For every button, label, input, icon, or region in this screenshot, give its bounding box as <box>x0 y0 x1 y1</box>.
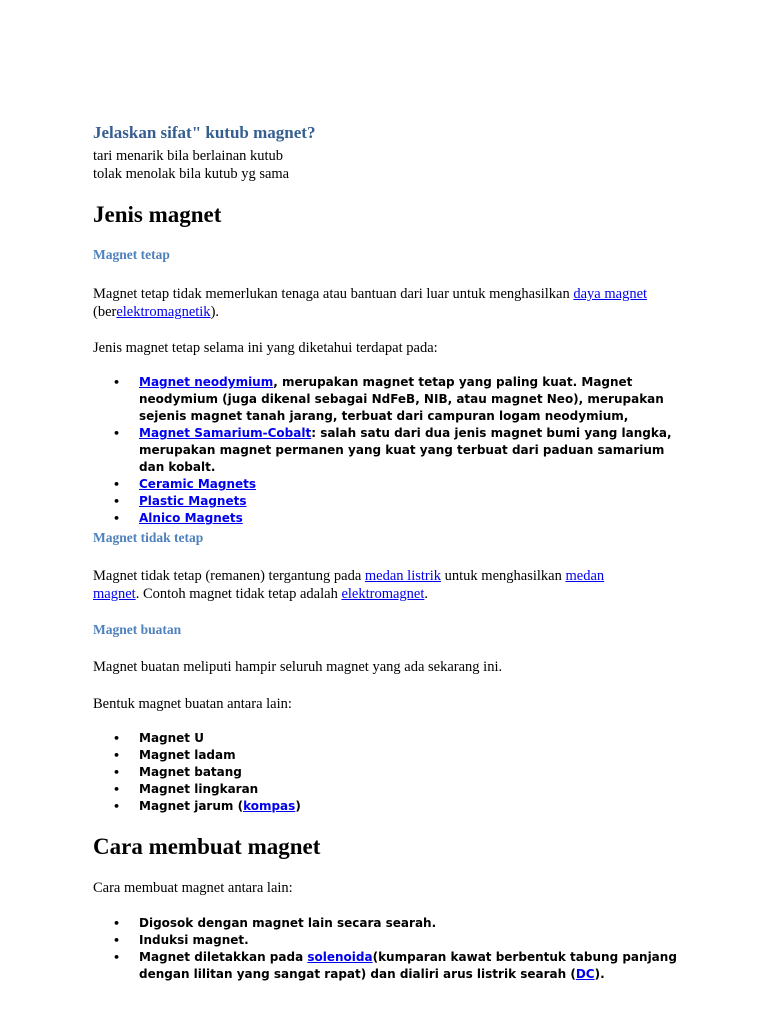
link-dc[interactable]: DC <box>575 967 595 981</box>
text: ). <box>210 304 220 320</box>
paragraph-magnet-tetap <box>93 285 653 321</box>
text: (ber <box>93 304 117 320</box>
heading-magnet-tidak-tetap: Magnet tidak tetap <box>93 530 204 545</box>
list-item <box>93 476 683 493</box>
text: : salah satu dari dua jenis magnet bumi yang langka, merupakan magnet permanen yang kuat yang terbuat dari paduan samarium dan kobalt. <box>139 426 672 474</box>
link-ceramic-magnets[interactable]: Ceramic Magnets <box>139 477 257 491</box>
text: . Contoh magnet tidak tetap adalah <box>135 586 342 602</box>
text: , merupakan magnet tetap yang paling kuat. Magnet neodymium (juga dikenal sebagai NdFeB, NIB, atau magnet Neo), merupakan sejenis magnet tanah jarang, terbuat dari campuran logam neodymium, <box>139 375 664 423</box>
link-plastic-magnets[interactable]: Plastic Magnets <box>139 494 247 508</box>
list-item: • Induksi magnet. <box>93 932 683 949</box>
list-cara-membuat <box>93 915 683 983</box>
text: . <box>424 586 429 602</box>
heading-jenis-magnet: Jenis magnet <box>93 202 222 227</box>
list-item <box>93 949 683 983</box>
paragraph-bentuk-magnet: Bentuk magnet buatan antara lain: <box>93 696 292 712</box>
text: Magnet tetap tidak memerlukan tenaga atau bantuan dari luar untuk menghasilkan <box>93 286 574 302</box>
list-item: • Digosok dengan magnet lain secara searah. <box>93 915 683 932</box>
link-elektromagnet[interactable]: elektromagnet <box>341 586 425 602</box>
link-medan-listrik[interactable]: medan listrik <box>364 568 442 584</box>
paragraph-magnet-tidak-tetap <box>93 567 653 603</box>
text: Magnet tidak tetap (remanen) tergantung pada <box>93 568 365 584</box>
list-item: • Magnet ladam <box>93 747 683 764</box>
text: Magnet jarum ( <box>139 799 244 813</box>
list-item <box>93 425 683 476</box>
text: (kumparan kawat berbentuk tabung panjang dengan lilitan yang sangat rapat) dan dialiri arus listrik searah ( <box>139 950 677 981</box>
paragraph-magnet-buatan: Magnet buatan meliputi hampir seluruh magnet yang ada sekarang ini. <box>93 659 503 675</box>
link-solenoida[interactable]: solenoida <box>307 950 373 964</box>
paragraph-jenis-tetap: Jenis magnet tetap selama ini yang diketahui terdapat pada: <box>93 340 438 356</box>
paragraph-cara-membuat: Cara membuat magnet antara lain: <box>93 880 293 896</box>
text: ). <box>594 967 605 981</box>
list-item <box>93 374 683 425</box>
link-alnico-magnets[interactable]: Alnico Magnets <box>139 511 243 525</box>
list-item <box>93 798 683 815</box>
link-magnet-neodymium[interactable]: Magnet neodymium <box>139 375 274 389</box>
text: Magnet diletakkan pada <box>139 950 308 964</box>
list-item <box>93 510 683 527</box>
list-item: • Magnet U <box>93 730 683 747</box>
list-magnet-buatan <box>93 730 683 815</box>
text: ) <box>295 799 301 813</box>
link-kompas[interactable]: kompas <box>243 799 296 813</box>
heading-cara-membuat-magnet: Cara membuat magnet <box>93 834 321 859</box>
link-medan-magnet[interactable]: medan magnet <box>93 568 605 602</box>
question-title: Jelaskan sifat" kutub magnet? <box>93 123 316 142</box>
list-item <box>93 493 683 510</box>
link-magnet-samarium-cobalt[interactable]: Magnet Samarium-Cobalt <box>139 426 312 440</box>
list-magnet-tetap <box>93 374 683 527</box>
heading-magnet-tetap: Magnet tetap <box>93 247 170 262</box>
link-daya-magnet[interactable]: daya magnet <box>573 286 648 302</box>
heading-magnet-buatan: Magnet buatan <box>93 622 182 637</box>
text: untuk menghasilkan <box>441 568 566 584</box>
answer-line-1: tari menarik bila berlainan kutub <box>93 148 284 164</box>
list-item: • Magnet batang <box>93 764 683 781</box>
list-item: • Magnet lingkaran <box>93 781 683 798</box>
link-elektromagnetik[interactable]: elektromagnetik <box>116 304 211 320</box>
answer-line-2: tolak menolak bila kutub yg sama <box>93 166 290 182</box>
